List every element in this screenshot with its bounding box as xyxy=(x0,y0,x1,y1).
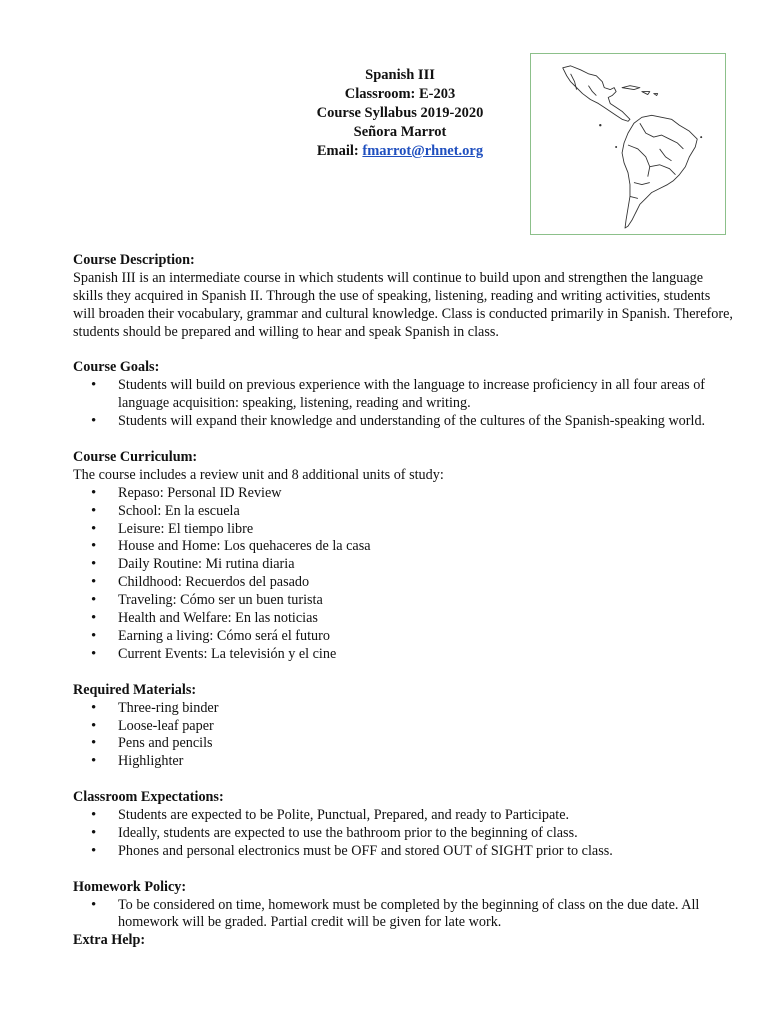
expectations-list xyxy=(73,807,733,861)
list-item: • Loose-leaf paper xyxy=(73,718,733,736)
course-goals-section xyxy=(73,359,733,431)
list-item: • Childhood: Recuerdos del pasado xyxy=(73,574,733,592)
list-item: • School: En la escuela xyxy=(73,503,733,521)
email-line xyxy=(280,142,520,161)
list-item: • Highlighter xyxy=(73,753,733,771)
list-item: • Leisure: El tiempo libre xyxy=(73,521,733,539)
syllabus-body xyxy=(73,252,733,968)
extra-help-section xyxy=(73,932,733,950)
section-title: Course Goals: xyxy=(73,359,160,376)
course-curriculum-section xyxy=(73,449,733,664)
required-materials-section xyxy=(73,682,733,772)
latin-america-map xyxy=(530,53,726,235)
syllabus-year: Course Syllabus 2019-2020 xyxy=(316,105,484,121)
list-item: • Current Events: La televisión y el cine xyxy=(73,646,733,664)
list-item: • Repaso: Personal ID Review xyxy=(73,485,733,503)
teacher-name: Señora Marrot xyxy=(353,124,447,140)
email-link[interactable]: fmarrot@rhnet.org xyxy=(362,143,484,159)
curriculum-list xyxy=(73,485,733,664)
list-item: • To be considered on time, homework must be completed by the beginning of class on the due date. All homework will be graded. Partial credit will be given for late work. xyxy=(73,897,733,933)
list-item: • Health and Welfare: En las noticias xyxy=(73,610,733,628)
list-item: • Pens and pencils xyxy=(73,735,733,753)
homework-policy-section xyxy=(73,879,733,933)
list-item: • House and Home: Los quehaceres de la casa xyxy=(73,538,733,556)
list-item: • Phones and personal electronics must be OFF and stored OUT of SIGHT prior to class. xyxy=(73,843,733,861)
list-item: • Students are expected to be Polite, Punctual, Prepared, and ready to Participate. xyxy=(73,807,733,825)
materials-list xyxy=(73,700,733,772)
section-title: Classroom Expectations: xyxy=(73,789,224,806)
list-item: • Students will expand their knowledge and understanding of the cultures of the Spanish-speaking world. xyxy=(73,413,733,431)
section-title: Required Materials: xyxy=(73,681,197,698)
section-title: Homework Policy: xyxy=(73,878,187,895)
curriculum-intro: The course includes a review unit and 8 additional units of study: xyxy=(73,466,444,483)
description-text: Spanish III is an intermediate course in which students will continue to build upon and strengthen the language skills they acquired in Spanish II. Through the use of speaking, listening, reading and writing activities, students will broaden their vocabulary, grammar and cultural knowledge. Class is conducted primarily in Spanish. Therefore, students should be prepared and willing to hear and speak Spanish in class. xyxy=(73,269,733,340)
list-item: • Traveling: Cómo ser un buen turista xyxy=(73,592,733,610)
course-description-section xyxy=(73,252,733,342)
goals-list xyxy=(73,377,733,431)
list-item: • Ideally, students are expected to use the bathroom prior to the beginning of class. xyxy=(73,825,733,843)
classroom-expectations-section xyxy=(73,789,733,861)
course-title: Spanish III xyxy=(365,67,435,83)
latin-america-map-icon xyxy=(531,54,725,234)
list-item: • Three-ring binder xyxy=(73,700,733,718)
list-item: • Daily Routine: Mi rutina diaria xyxy=(73,556,733,574)
section-title: Course Curriculum: xyxy=(73,448,198,465)
syllabus-header xyxy=(280,66,520,161)
classroom-label: Classroom: E-203 xyxy=(344,86,456,102)
list-item: • Earning a living: Cómo será el futuro xyxy=(73,628,733,646)
list-item: • Students will build on previous experience with the language to increase proficiency in all four areas of language acquisition: speaking, listening, reading and writing. xyxy=(73,377,733,413)
homework-list xyxy=(73,897,733,933)
section-title: Course Description: xyxy=(73,252,195,268)
email-label: Email: xyxy=(316,143,359,159)
section-title: Extra Help: xyxy=(73,932,146,949)
